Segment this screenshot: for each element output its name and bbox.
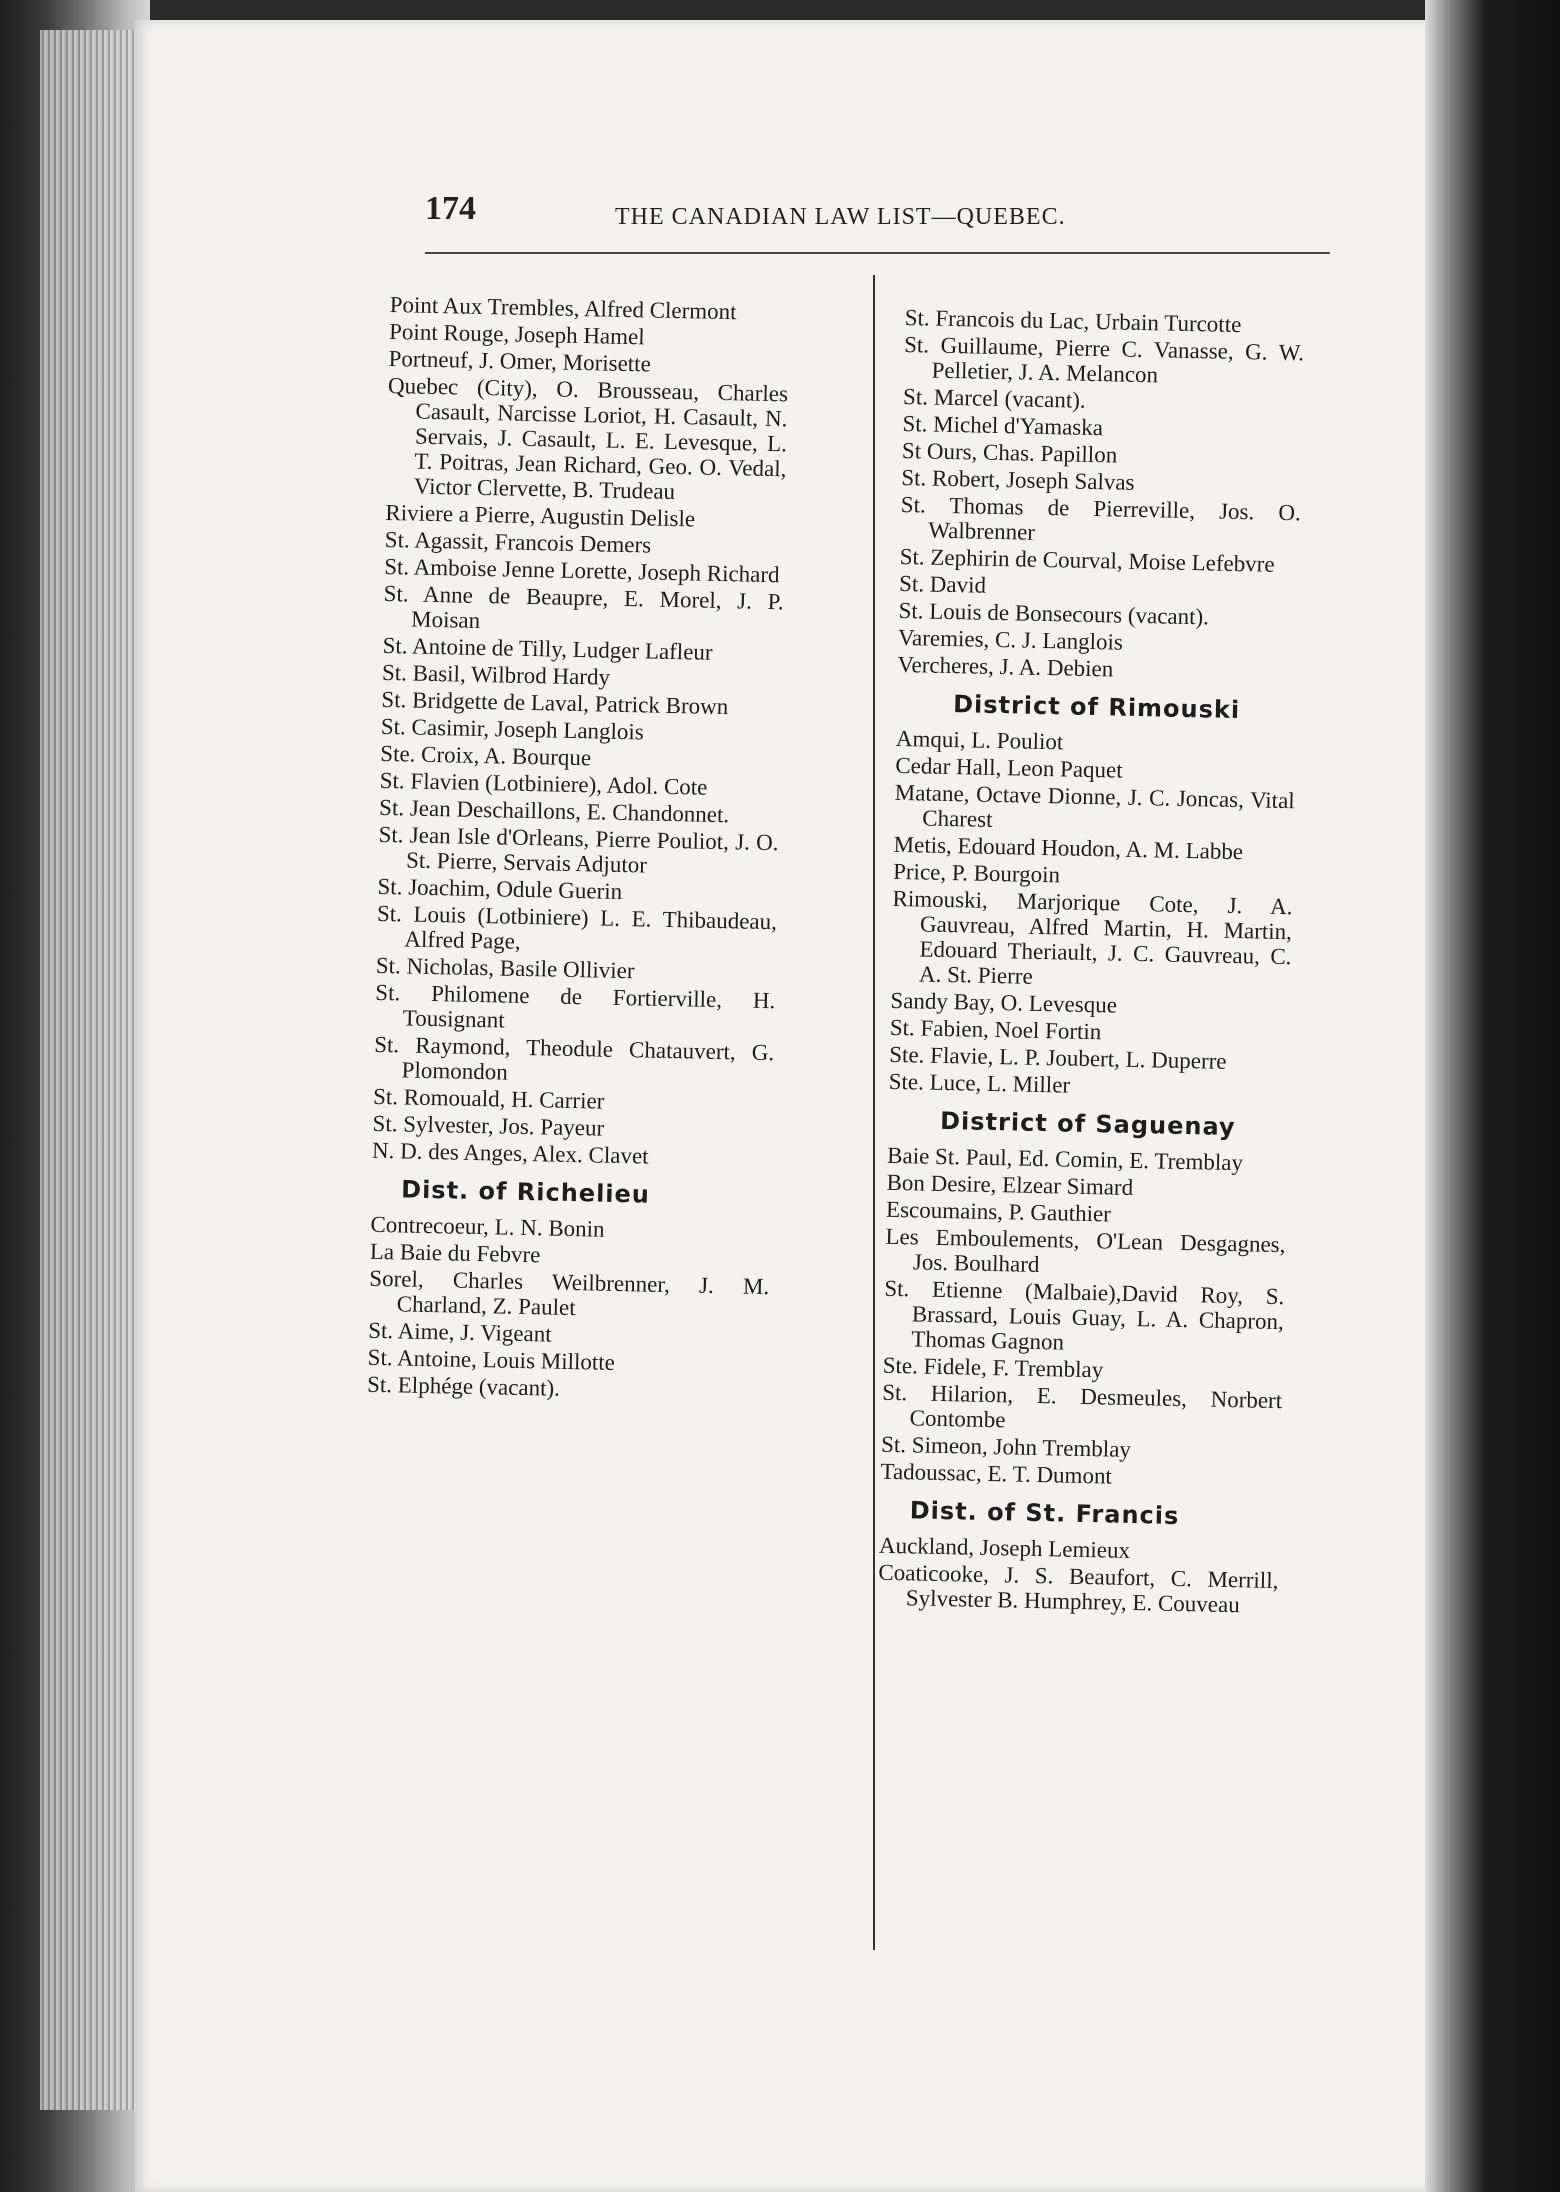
locality-entry: St. Zephirin de Courval, Moise Lefebvre	[899, 543, 1275, 577]
locality-entry: St. Nicholas, Basile Ollivier	[375, 952, 635, 984]
entry-list-richelieu-cont	[897, 305, 1305, 685]
locality-entry: Escoumains, P. Gauthier	[885, 1196, 1112, 1227]
locality-entry: St. Bridgette de Laval, Patrick Brown	[381, 686, 729, 720]
district-heading-st-francis: Dist. of St. Francis	[909, 1496, 1180, 1531]
locality-entry: Ste. Flavie, L. P. Joubert, L. Duperre	[889, 1041, 1227, 1074]
page-edges	[40, 30, 150, 2110]
locality-entry: St. Sylvester, Jos. Payeur	[372, 1110, 605, 1141]
entry-list-saguenay	[880, 1143, 1287, 1492]
book-page	[135, 20, 1525, 2192]
right-column	[878, 305, 1305, 1620]
locality-entry: Price, P. Bourgoin	[892, 858, 1061, 888]
locality-entry: St. Fabien, Noel Fortin	[889, 1014, 1102, 1045]
locality-entry: Sorel, Charles Weilbrenner, J. M. Charland, Z. Paulet	[369, 1265, 770, 1321]
locality-entry: Contrecoeur, L. N. Bonin	[370, 1211, 605, 1242]
locality-entry: St Ours, Chas. Papillon	[901, 437, 1118, 468]
locality-entry: N. D. des Anges, Alex. Clavet	[371, 1137, 649, 1169]
locality-entry: St. Flavien (Lotbiniere), Adol. Cote	[379, 767, 708, 800]
locality-entry: St. Raymond, Theodule Chatauvert, G. Plomondon	[373, 1031, 775, 1085]
column-divider	[873, 275, 875, 1950]
locality-entry: Riviere a Pierre, Augustin Delisle	[385, 499, 696, 532]
locality-entry: St. Hilarion, E. Desmeules, Norbert Contombe	[881, 1379, 1283, 1433]
locality-entry: St. Philomene de Fortierville, H. Tousignant	[375, 979, 776, 1033]
locality-entry: St. Louis (Lotbiniere) L. E. Thibaudeau, Alfred Page,	[376, 900, 778, 954]
locality-entry: St. David	[898, 570, 987, 598]
locality-entry: St. Antoine de Tilly, Ludger Lafleur	[382, 632, 713, 665]
locality-entry: St. Agassit, Francois Demers	[384, 526, 652, 558]
locality-entry: St. Simeon, John Tremblay	[880, 1431, 1132, 1462]
locality-entry: Metis, Edouard Houdon, A. M. Labbe	[893, 831, 1244, 865]
locality-entry: St. Thomas de Pierreville, Jos. O. Walbrenner	[900, 491, 1301, 545]
district-heading-richelieu: Dist. of Richelieu	[400, 1175, 651, 1209]
book-edge-right	[1425, 0, 1560, 2192]
page-number: 174	[425, 190, 476, 227]
locality-entry: Ste. Luce, L. Miller	[888, 1068, 1071, 1098]
locality-entry: Auckland, Joseph Lemieux	[878, 1532, 1131, 1563]
locality-entry: Matane, Octave Dionne, J. C. Joncas, Vital Charest	[894, 779, 1295, 832]
locality-entry: Rimouski, Marjorique Cote, J. A. Gauvreau, Alfred Martin, H. Martin, Edouard Theriault, J. C. Gauvreau, C. A. St. Pierre	[892, 885, 1293, 989]
header-rule	[425, 252, 1330, 254]
locality-entry: Amqui, L. Pouliot	[895, 725, 1064, 755]
locality-entry: St. Joachim, Odule Guerin	[377, 873, 623, 904]
locality-entry: Portneuf, J. Omer, Morisette	[388, 345, 652, 377]
locality-entry: Bon Desire, Elzear Simard	[886, 1169, 1134, 1200]
locality-entry: St. Jean Isle d'Orleans, Pierre Pouliot, J. O. St. Pierre, Servais Adjutor	[378, 821, 779, 878]
locality-entry: La Baie du Febvre	[369, 1238, 541, 1268]
entry-list-quebec	[372, 292, 790, 1171]
locality-entry: St. Guillaume, Pierre C. Vanasse, G. W. Pelletier, J. A. Melancon	[903, 331, 1305, 388]
locality-entry: Ste. Croix, A. Bourque	[380, 740, 592, 771]
entry-list-rimouski	[888, 726, 1296, 1102]
locality-entry: Coaticooke, J. S. Beaufort, C. Merrill, Sylvester B. Humphrey, E. Couveau	[878, 1559, 1279, 1618]
locality-entry: Baie St. Paul, Ed. Comin, E. Tremblay	[886, 1142, 1244, 1176]
locality-entry: St. Michel d'Yamaska	[902, 410, 1104, 441]
locality-entry: St. Casimir, Joseph Langlois	[380, 713, 645, 745]
locality-entry: Sandy Bay, O. Levesque	[890, 987, 1118, 1018]
locality-entry: Quebec (City), O. Brousseau, Charles Casault, Narcisse Loriot, H. Casault, N. Servais, J. Casault, L. E. Levesque, L. T. Poitras, Jean Richard, Geo. O. Vedal, Victor Clervette, B. Trudeau	[387, 372, 789, 505]
locality-entry: St. Jean Deschaillons, E. Chandonnet.	[378, 794, 730, 828]
locality-entry: Ste. Fidele, F. Tremblay	[882, 1352, 1104, 1383]
running-head: THE CANADIAN LAW LIST—QUEBEC.	[615, 204, 1066, 230]
locality-entry: St. Basil, Wilbrod Hardy	[381, 659, 611, 690]
entry-list-st-francis	[878, 1533, 1280, 1618]
locality-entry: Tadoussac, E. T. Dumont	[880, 1458, 1113, 1489]
page-header	[425, 190, 1325, 250]
locality-entry: St. Aime, J. Vigeant	[367, 1317, 552, 1347]
locality-entry: Cedar Hall, Leon Paquet	[895, 752, 1123, 783]
locality-entry: Vercheres, J. A. Debien	[897, 651, 1114, 682]
district-heading-saguenay: District of Saguenay	[939, 1106, 1236, 1142]
locality-entry: Point Aux Trembles, Alfred Clermont	[389, 292, 737, 325]
locality-entry: St. Etienne (Malbaie),David Roy, S. Brassard, Louis Guay, L. A. Chapron, Thomas Gagnon	[884, 1275, 1285, 1355]
locality-entry: St. Amboise Jenne Lorette, Joseph Richard	[383, 553, 780, 588]
locality-entry: St. Antoine, Louis Millotte	[367, 1344, 616, 1375]
locality-entry: Point Rouge, Joseph Hamel	[388, 318, 645, 350]
locality-entry: St. Marcel (vacant).	[902, 383, 1086, 413]
locality-entry: St. Anne de Beaupre, E. Morel, J. P. Moisan	[383, 580, 784, 633]
locality-entry: St. Elphége (vacant).	[366, 1371, 561, 1401]
locality-entry: Varemies, C. J. Langlois	[897, 624, 1124, 655]
entry-list-richelieu	[367, 1212, 771, 1405]
locality-entry: St. Francois du Lac, Urbain Turcotte	[904, 305, 1242, 338]
locality-entry: St. Romouald, H. Carrier	[372, 1083, 605, 1114]
locality-entry: Les Emboulements, O'Lean Desgagnes, Jos. Boulhard	[885, 1223, 1286, 1278]
locality-entry: St. Louis de Bonsecours (vacant).	[898, 597, 1210, 630]
district-heading-rimouski: District of Rimouski	[952, 690, 1241, 725]
left-column	[367, 292, 790, 1407]
locality-entry: St. Robert, Joseph Salvas	[901, 464, 1135, 495]
